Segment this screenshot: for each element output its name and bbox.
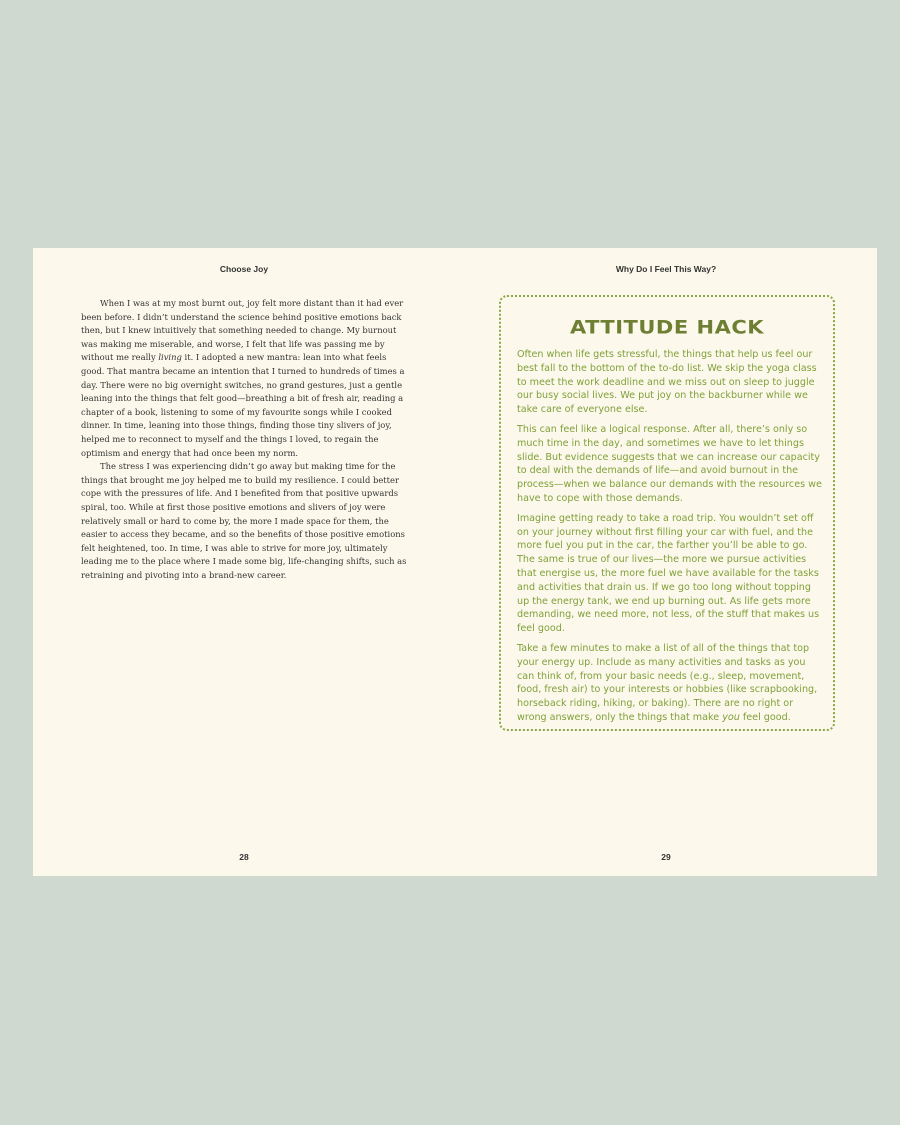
box-text [517, 348, 823, 731]
body-text [81, 297, 407, 582]
attitude-hack-box [499, 295, 835, 731]
page-number-left: 28 [239, 852, 249, 862]
left-page [33, 248, 455, 876]
box-paragraph: This can feel like a logical response. After all, there’s only so much time in the day, and sometimes we have to let things slide. But evidence suggests that we can increase our capacity to deal with the demands of life—and avoid burnout in the process—when we balance our demands with the resources we have to cope with those demands. [517, 423, 822, 504]
box-paragraph: Imagine getting ready to take a road trip. You wouldn’t set off on your journey without first filling your car with fuel, and the more fuel you put in the car, the farther you’ll be able to go. The same is true of our lives—the more we pursue activities that energise us, the more fuel we have available for the tasks and activities that drain us. If we go too long without topping up the energy tank, we end up burning out. As life gets more demanding, we need more, not less, of the stuff that makes us feel good. [517, 512, 820, 635]
book-spread [33, 248, 877, 876]
page-number-right: 29 [661, 852, 671, 862]
emphasis: living [158, 352, 182, 363]
box-paragraph: Take a few minutes to make a list of all of the things that top your energy up. Include as many activities and tasks as you can think of, from your basic needs (e.g., sleep, movement, food, fresh air) to your interests or hobbies (like scrapbooking, horseback riding, hiking, or baking). There are no right or wrong answers, only the things that make you feel good. [517, 642, 818, 723]
box-paragraph: Often when life gets stressful, the things that help us feel our best fall to the bottom of the to-do list. We skip the yoga class to meet the work deadline and we miss out on sleep to juggle our busy social lives. We put joy on the backburner while we take care of everyone else. [517, 349, 817, 416]
emphasis: you [722, 711, 740, 723]
right-page [455, 248, 877, 876]
running-head-right: Why Do I Feel This Way? [615, 264, 717, 274]
paragraph: When I was at my most burnt out, joy felt more distant than it had ever been before. I didn’t understand the science behind positive emotions back then, but I knew intuitively that something needed to change. My burnout was making me miserable, and worse, I felt that life was passing me by without me really living it. I adopted a new mantra: lean into what feels good. That mantra became an intention that I turned to hundreds of times a day. There were no big overnight switches, no grand gestures, just a gentle leaning into the things that felt good—breathing a bit of fresh air, reading a chapter of a book, listening to some of my favourite songs while I cooked dinner. In time, leaning into those things, finding those tiny slivers of joy, helped me to reconnect to myself and the things I loved, to regain the optimism and energy that had once been my norm. [81, 298, 405, 458]
paragraph: The stress I was experiencing didn’t go away but making time for the things that brought me joy helped me to build my resilience. I could better cope with the pressures of life. And I benefited from that positive upwards spiral, too. While at first those positive emotions and slivers of joy were relatively small or hard to come by, the more I made space for them, the easier to access they became, and so the benefits of those positive emotions felt heightened, too. In time, I was able to strive for more joy, ultimately leading me to the place where I made some big, life-changing shifts, such as retraining and pivoting into a brand-new career. [81, 461, 407, 580]
running-head-left: Choose Joy [219, 264, 269, 274]
box-title: ATTITUDE HACK [569, 316, 765, 338]
